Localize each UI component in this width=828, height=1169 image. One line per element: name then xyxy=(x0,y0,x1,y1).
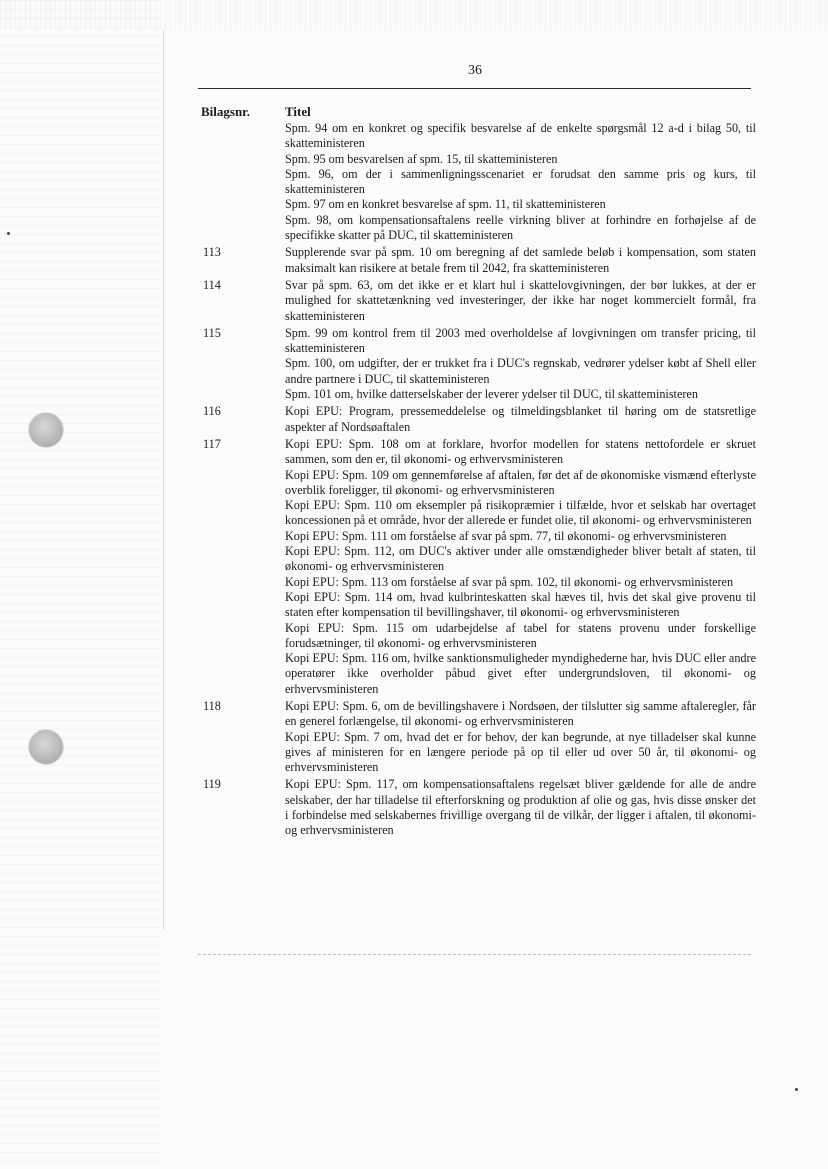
appendix-titles xyxy=(285,121,756,243)
appendix-title: Kopi EPU: Spm. 110 om eksempler på risikopræmier i tilfælde, hvor et selskab har overtaget koncessionen på et område, hvor der allerede er fundet olie, til økonomi- og erhvervsministeren xyxy=(285,498,756,528)
appendix-number: 119 xyxy=(203,777,221,792)
appendix-entry xyxy=(198,437,756,697)
appendix-title: Spm. 98, om kompensationsaftalens reelle virkning bliver at forhindre en forhøjelse af de specifikke skatter på DUC, til skatteministeren xyxy=(285,212,756,243)
appendix-entry xyxy=(198,699,756,775)
appendix-titles xyxy=(285,437,756,697)
appendix-number: 117 xyxy=(203,436,221,451)
page-edge-line xyxy=(163,30,164,930)
column-header-nr: Bilagsnr. xyxy=(201,104,251,119)
scan-noise-left xyxy=(0,0,160,1169)
footer-rule xyxy=(198,954,751,955)
appendix-title: Spm. 95 om besvarelsen af spm. 15, til skatteministeren xyxy=(285,151,558,166)
appendix-number xyxy=(198,121,285,243)
appendix-titles xyxy=(285,404,756,435)
appendix-title: Spm. 97 om en konkret besvarelse af spm. 11, til skatteministeren xyxy=(285,197,606,212)
appendix-entry xyxy=(198,326,756,402)
appendix-number: 118 xyxy=(203,698,221,713)
appendix-entry xyxy=(198,777,756,838)
appendix-title: Supplerende svar på spm. 10 om beregning af det samlede beløb i kompensation, som staten maksimalt kan risikere at betale frem til 2042, fra skatteministeren xyxy=(285,245,756,275)
appendix-title: Kopi EPU: Spm. 116 om, hvilke sanktionsmuligheder myndighederne har, hvis DUC eller andre operatører ikke overholder påbud givet efter undergrundsloven, til økonomi- og erhvervsministeren xyxy=(285,651,756,696)
appendix-title: Kopi EPU: Spm. 114 om, hvad kulbrinteskatten skal hæves til, hvis det skal give provenu til staten efter kompensation til bevillingshaver, til økonomi- og erhvervsministeren xyxy=(285,589,756,620)
punch-hole xyxy=(29,413,63,447)
appendix-entry xyxy=(198,278,756,324)
appendix-number: 115 xyxy=(203,325,221,340)
page-number: 36 xyxy=(468,63,482,78)
appendix-title: Kopi EPU: Spm. 6, om de bevillingshavere i Nordsøen, der tilslutter sig samme aftaleregler, får en generel forlængelse, til økonomi- og erhvervsministeren xyxy=(285,698,756,729)
appendix-title: Kopi EPU: Program, pressemeddelelse og tilmeldingsblanket til høring om de statsretlige aspekter af Nordsøaftalen xyxy=(285,404,756,434)
appendix-number: 113 xyxy=(203,245,221,260)
scan-speck xyxy=(795,1088,798,1091)
appendix-title: Kopi EPU: Spm. 111 om forståelse af svar på spm. 77, til økonomi- og erhvervsministeren xyxy=(285,528,727,543)
appendix-titles xyxy=(285,777,756,838)
appendix-number: 114 xyxy=(203,277,221,292)
appendix-entry xyxy=(198,245,756,276)
appendix-title: Spm. 96, om der i sammenligningsscenariet er forudsat den samme pris og kurs, til skatteministeren xyxy=(285,166,756,197)
punch-hole xyxy=(29,730,63,764)
appendix-entry xyxy=(198,121,756,243)
appendix-titles xyxy=(285,245,756,276)
appendix-number: 116 xyxy=(203,404,221,419)
appendix-title: Svar på spm. 63, om det ikke er et klart hul i skattelovgivningen, der bør lukkes, at der er mulighed for skattetænkning ved investeringer, der ikke har noget kommercielt formål, fra skatteministeren xyxy=(285,277,756,323)
appendix-titles xyxy=(285,278,756,324)
header-rule xyxy=(198,88,751,89)
appendix-title: Kopi EPU: Spm. 113 om forståelse af svar på spm. 102, til økonomi- og erhvervsministeren xyxy=(285,574,734,589)
appendix-list xyxy=(198,121,756,839)
appendix-title: Spm. 94 om en konkret og specifik besvarelse af de enkelte spørgsmål 12 a-d i bilag 50, til skatteministeren xyxy=(285,121,756,151)
appendix-title: Kopi EPU: Spm. 7 om, hvad det er for behov, der kan begrunde, at nye tilladelser skal kunne gives af ministeren for en længere periode på op til eller ud over 50 år, til økonomi- og erhvervsministeren xyxy=(285,729,756,775)
appendix-titles xyxy=(285,699,756,775)
scan-speck xyxy=(7,232,10,235)
appendix-title: Kopi EPU: Spm. 115 om udarbejdelse af tabel for statens provenu under forskellige forudsætninger, til økonomi- og erhvervsministeren xyxy=(285,620,756,650)
appendix-title: Kopi EPU: Spm. 112, om DUC's aktiver under alle omstændigheder bliver betalt af staten, til økonomi- og erhvervsministeren xyxy=(285,544,756,574)
appendix-title: Kopi EPU: Spm. 117, om kompensationsaftalens regelsæt bliver gældende for alle de andre selskaber, der har tilladelse til efterforskning og produktion af olie og gas, hvis disse ønsker det i forbindelse med selskabernes frivillige overgang til de vilkår, der ligger i aftalen, til økonomi- og erhvervsministeren xyxy=(285,777,756,838)
appendix-title: Kopi EPU: Spm. 108 om at forklare, hvorfor modellen for statens nettofordele er skruet sammen, som den er, til økonomi- og erhvervsministeren xyxy=(285,436,756,467)
appendix-title: Spm. 99 om kontrol frem til 2003 med overholdelse af lovgivningen om transfer pricing, til skatteministeren xyxy=(285,325,756,356)
appendix-title: Spm. 100, om udgifter, der er trukket fra i DUC's regnskab, vedrører ydelser købt af Shell eller andre partnere i DUC, til skatteministeren xyxy=(285,356,756,386)
appendix-title: Spm. 101 om, hvilke datterselskaber der leverer ydelser til DUC, til skatteministeren xyxy=(285,387,698,402)
column-header-title: Titel xyxy=(285,104,311,119)
appendix-titles xyxy=(285,326,756,402)
appendix-entry xyxy=(198,404,756,435)
appendix-title: Kopi EPU: Spm. 109 om gennemførelse af aftalen, før det af de økonomiske vismænd efterlyste overblik foreligger, til økonomi- og erhvervsministeren xyxy=(285,467,756,497)
